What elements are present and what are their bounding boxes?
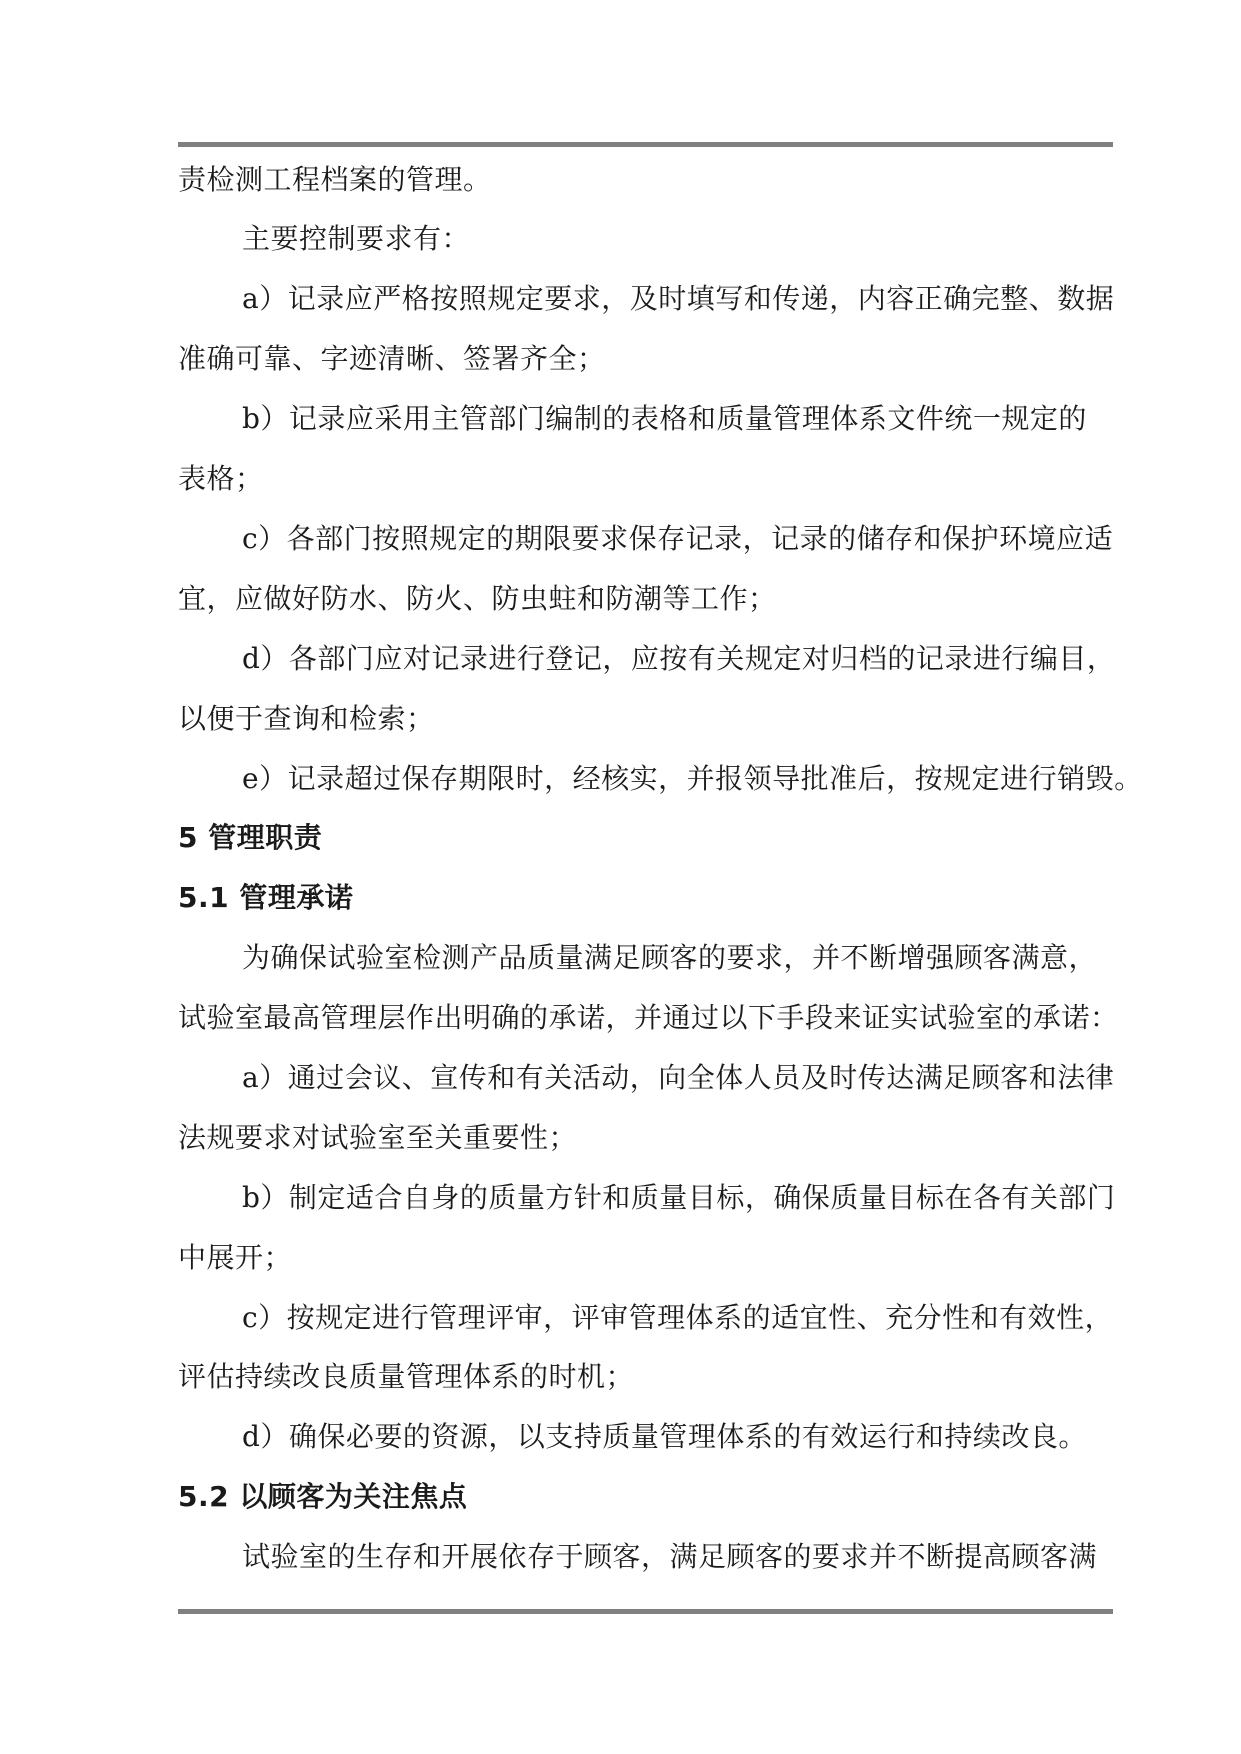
- text-line: 主要控制要求有：: [242, 222, 471, 255]
- text-line: e）记录超过保存期限时，经核实，并报领导批准后，按规定进行销毁。: [242, 762, 1143, 795]
- text-line: d）各部门应对记录进行登记，应按有关规定对归档的记录进行编目，: [242, 642, 1116, 675]
- text-line: 宜，应做好防水、防火、防虫蛀和防潮等工作；: [178, 582, 777, 615]
- text-line: 表格；: [178, 462, 264, 495]
- text-line: 中展开；: [178, 1241, 293, 1274]
- header-rule: [178, 142, 1113, 147]
- text-line: d）确保必要的资源，以支持质量管理体系的有效运行和持续改良。: [242, 1420, 1087, 1453]
- text-line: a）通过会议、宣传和有关活动，向全体人员及时传达满足顾客和法律: [242, 1061, 1115, 1094]
- section-heading: 5 管理职责: [178, 821, 323, 854]
- text-line: b）记录应采用主管部门编制的表格和质量管理体系文件统一规定的: [242, 402, 1087, 435]
- text-line: 试验室最高管理层作出明确的承诺，并通过以下手段来证实试验室的承诺：: [178, 1001, 1119, 1034]
- text-line: 法规要求对试验室至关重要性；: [178, 1121, 578, 1154]
- text-line: c）各部门按照规定的期限要求保存记录，记录的储存和保护环境应适: [242, 522, 1114, 555]
- subsection-heading: 5.2 以顾客为关注焦点: [178, 1480, 468, 1513]
- text-line: 评估持续改良质量管理体系的时机；: [178, 1360, 635, 1393]
- text-line: a）记录应严格按照规定要求，及时填写和传递，内容正确完整、数据: [242, 282, 1115, 315]
- text-line: 责检测工程档案的管理。: [178, 163, 492, 196]
- text-line: 试验室的生存和开展依存于顾客，满足顾客的要求并不断提高顾客满: [242, 1540, 1098, 1573]
- text-line: b）制定适合自身的质量方针和质量目标，确保质量目标在各有关部门: [242, 1181, 1116, 1214]
- footer-rule: [178, 1609, 1113, 1614]
- text-line: c）按规定进行管理评审，评审管理体系的适宜性、充分性和有效性，: [242, 1301, 1114, 1334]
- subsection-heading: 5.1 管理承诺: [178, 881, 354, 914]
- text-line: 准确可靠、字迹清晰、签署齐全；: [178, 342, 606, 375]
- text-line: 为确保试验室检测产品质量满足顾客的要求，并不断增强顾客满意，: [242, 941, 1098, 974]
- text-line: 以便于查询和检索；: [178, 702, 435, 735]
